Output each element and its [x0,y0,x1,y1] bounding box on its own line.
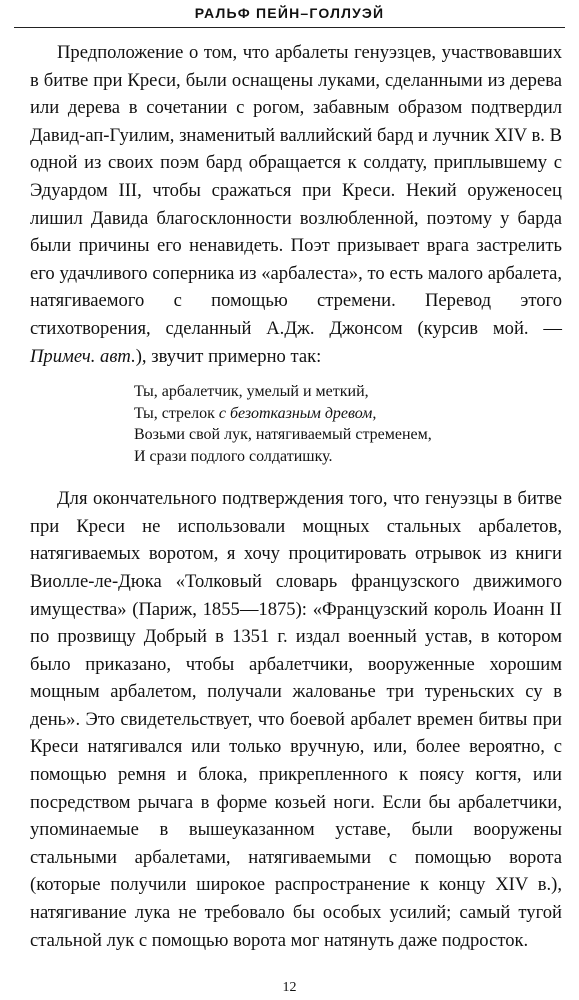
page-number: 12 [282,980,297,995]
running-title: РАЛЬФ ПЕЙН–ГОЛЛУЭЙ [194,5,385,21]
poem-line-1: Ты, арбалетчик, умелый и меткий, [134,383,369,401]
running-header [14,0,565,28]
poem-line-2-start: Ты, стрелок [134,404,219,422]
poem-line-2 [134,403,562,425]
poem-line-2-italic: с безотказным древом, [218,404,377,422]
author-note-italic: Примеч. авт. [30,345,136,367]
paragraph-1 [30,39,562,370]
paragraph-1-text: Предположение о том, что арбалеты генуэзцев, участвовавших в битве при Креси, были оснащены луками, сделанными из дерева или дерева в сочетании с рогом, забавным образом подтвердил Давид-ап-Гуилим, знаменитый валлийский бард и лучник XIV в. В одной из своих поэм бард обращается к солдату, приплывшему с Эдуардом III, чтобы сражаться при Креси. Некий оруженосец лишил Давида благосклонности возлюбленной, поэтому у барда были причины его ненавидеть. Поэт призывает врага застрелить его удачливого соперника из «арбалеста», то есть малого арбалета, натягиваемого с помощью стремени. Перевод этого стихотворения, сделанный А.Дж. Джонсом (курсив мой. — [30,42,562,339]
paragraph-1-tail: ), звучит примерно так: [135,345,322,367]
paragraph-2: Для окончательного подтверждения того, что генуэзцы в битве при Креси не использовали мощных стальных арбалетов, натягиваемых воротом, я хочу процитировать отрывок из книги Виолле-ле-Дюка «Толковый словарь французского движимого имущества» (Париж, 1855—1875): «Французский король Иоанн II по прозвищу Добрый в 1351 г. издал военный устав, в котором было приказано, чтобы арбалетчики, вооруженные хорошим мощным арбалетом, получали жалованье три туреньских су в день». Это свидетельствует, что боевой арбалет времен битвы при Креси натягивался или только вручную, или, более вероятно, с помощью ремня и блока, прикрепленного к поясу когтя, или посредством рычага в форме козьей ноги. Если бы арбалетчики, упоминаемые в вышеуказанном уставе, были вооружены стальными арбалетами, натягиваемыми с помощью ворота (которые получили широкое распространение к концу XIV в.), натягивание лука не требовало бы особых усилий; самый тугой стальной лук с помощью ворота мог натянуть даже подросток. [30,488,562,951]
poem-quote [134,381,562,467]
poem-line-3: Возьми свой лук, натягиваемый стременем, [134,426,432,444]
page-body [30,39,562,954]
poem-line-4: И срази подлого солдатишку. [134,447,333,465]
